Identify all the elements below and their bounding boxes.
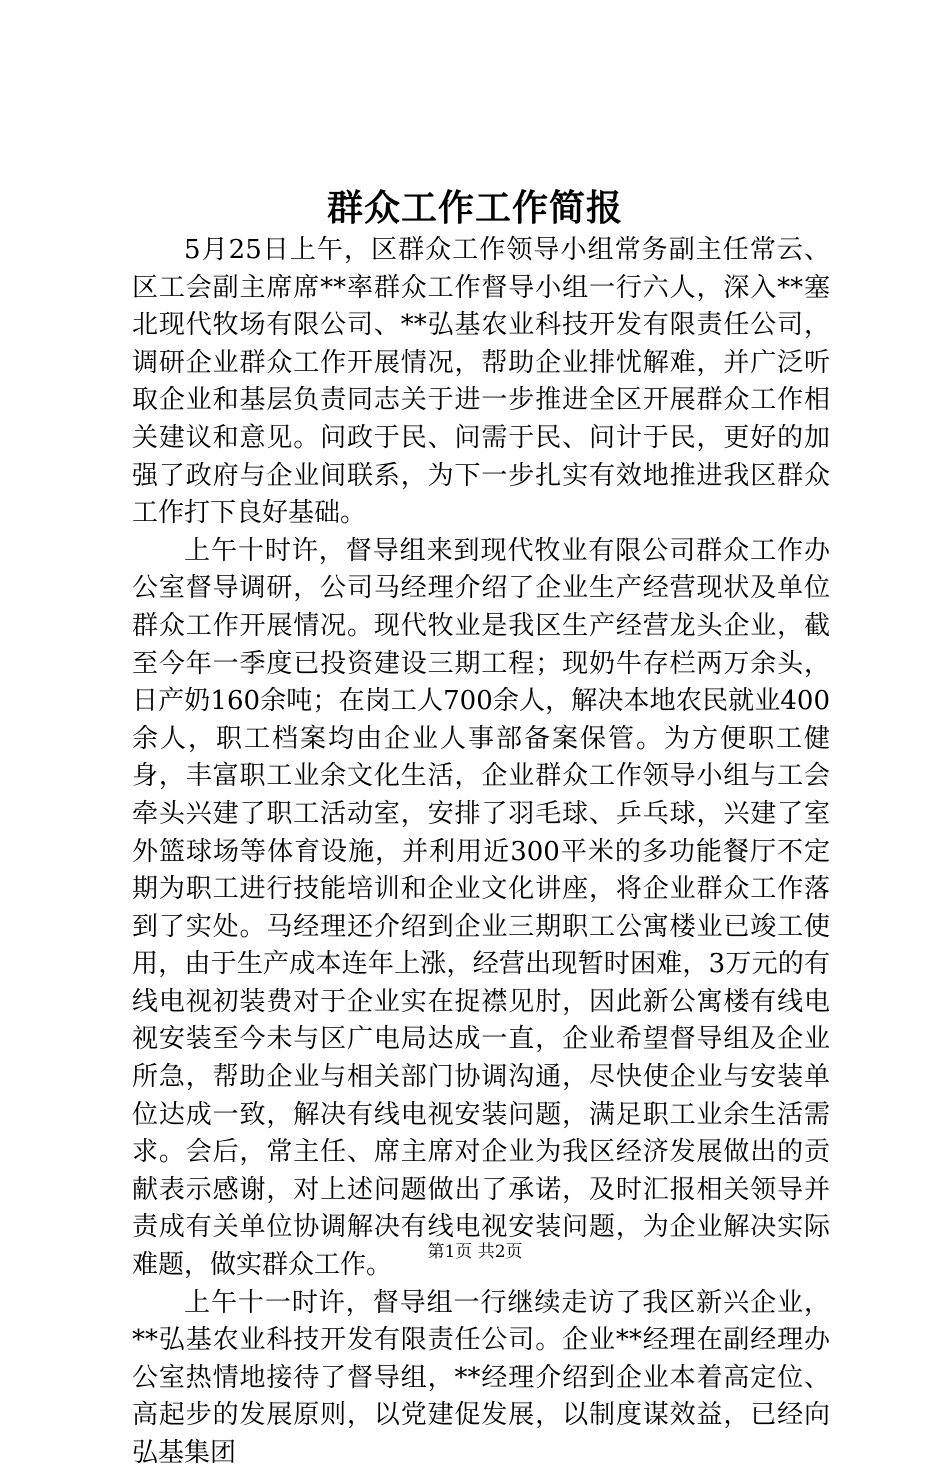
paragraph-1: 5月25日上午，区群众工作领导小组常务副主任常云、区工会副主席席**率群众工作督导小组一行六人，深入**塞北现代牧场有限公司、**弘基农业科技开发有限责任公司，调研企业群众工作开展情况，帮助企业排忧解难，并广泛听取企业和基层负责同志关于进一步推进全区开展群众工作相关建议和意见。问政于民、问需于民、问计于民，更好的加强了政府与企业间联系，为下一步扎实有效地推进我区群众工作打下良好基础。 — [132, 235, 830, 529]
paragraph-2: 上午十时许，督导组来到现代牧业有限公司群众工作办公室督导调研，公司马经理介绍了企业生产经营现状及单位群众工作开展情况。现代牧业是我区生产经营龙头企业，截至今年一季度已投资建设三期工程；现奶牛存栏两万余头，日产奶160余吨；在岗工人700余人，解决本地农民就业400余人，职工档案均由企业人事部备案保管。为方便职工健身，丰富职工业余文化生活，企业群众工作领导小组与工会牵头兴建了职工活动室，安排了羽毛球、乒乓球，兴建了室外篮球场等体育设施，并利用近300平米的多功能餐厅不定期为职工进行技能培训和企业文化讲座，将企业群众工作落到了实处。马经理还介绍到企业三期职工公寓楼业已竣工使用，由于生产成本连年上涨，经营出现暂时困难，3万元的有线电视初装费对于企业实在捉襟见肘，因此新公寓楼有线电视安装至今未与区广电局达成一直，企业希望督导组及企业所急，帮助企业与相关部门协调沟通，尽快使企业与安装单位达成一致，解决有线电视安装问题，满足职工业余生活需求。会后，常主任、席主席对企业为我区经济发展做出的贡献表示感谢，对上述问题做出了承诺，及时汇报相关领导并责成有关单位协调解决有线电视安装问题，为企业解决实际难题，做实群众工作。 — [132, 535, 830, 1281]
paragraph-3: 上午十一时许，督导组一行继续走访了我区新兴企业，**弘基农业科技开发有限责任公司。企业**经理在副经理办公室热情地接待了督导组，**经理介绍到企业本着高定位、高起步的发展原则，以党建促发展，以制度谋效益，已经向弘基集团 — [132, 1287, 830, 1468]
page-number-footer: 第1页 共2页 — [427, 1242, 523, 1262]
document-title: 群众工作工作简报 — [326, 187, 623, 229]
document-body — [132, 232, 830, 1473]
